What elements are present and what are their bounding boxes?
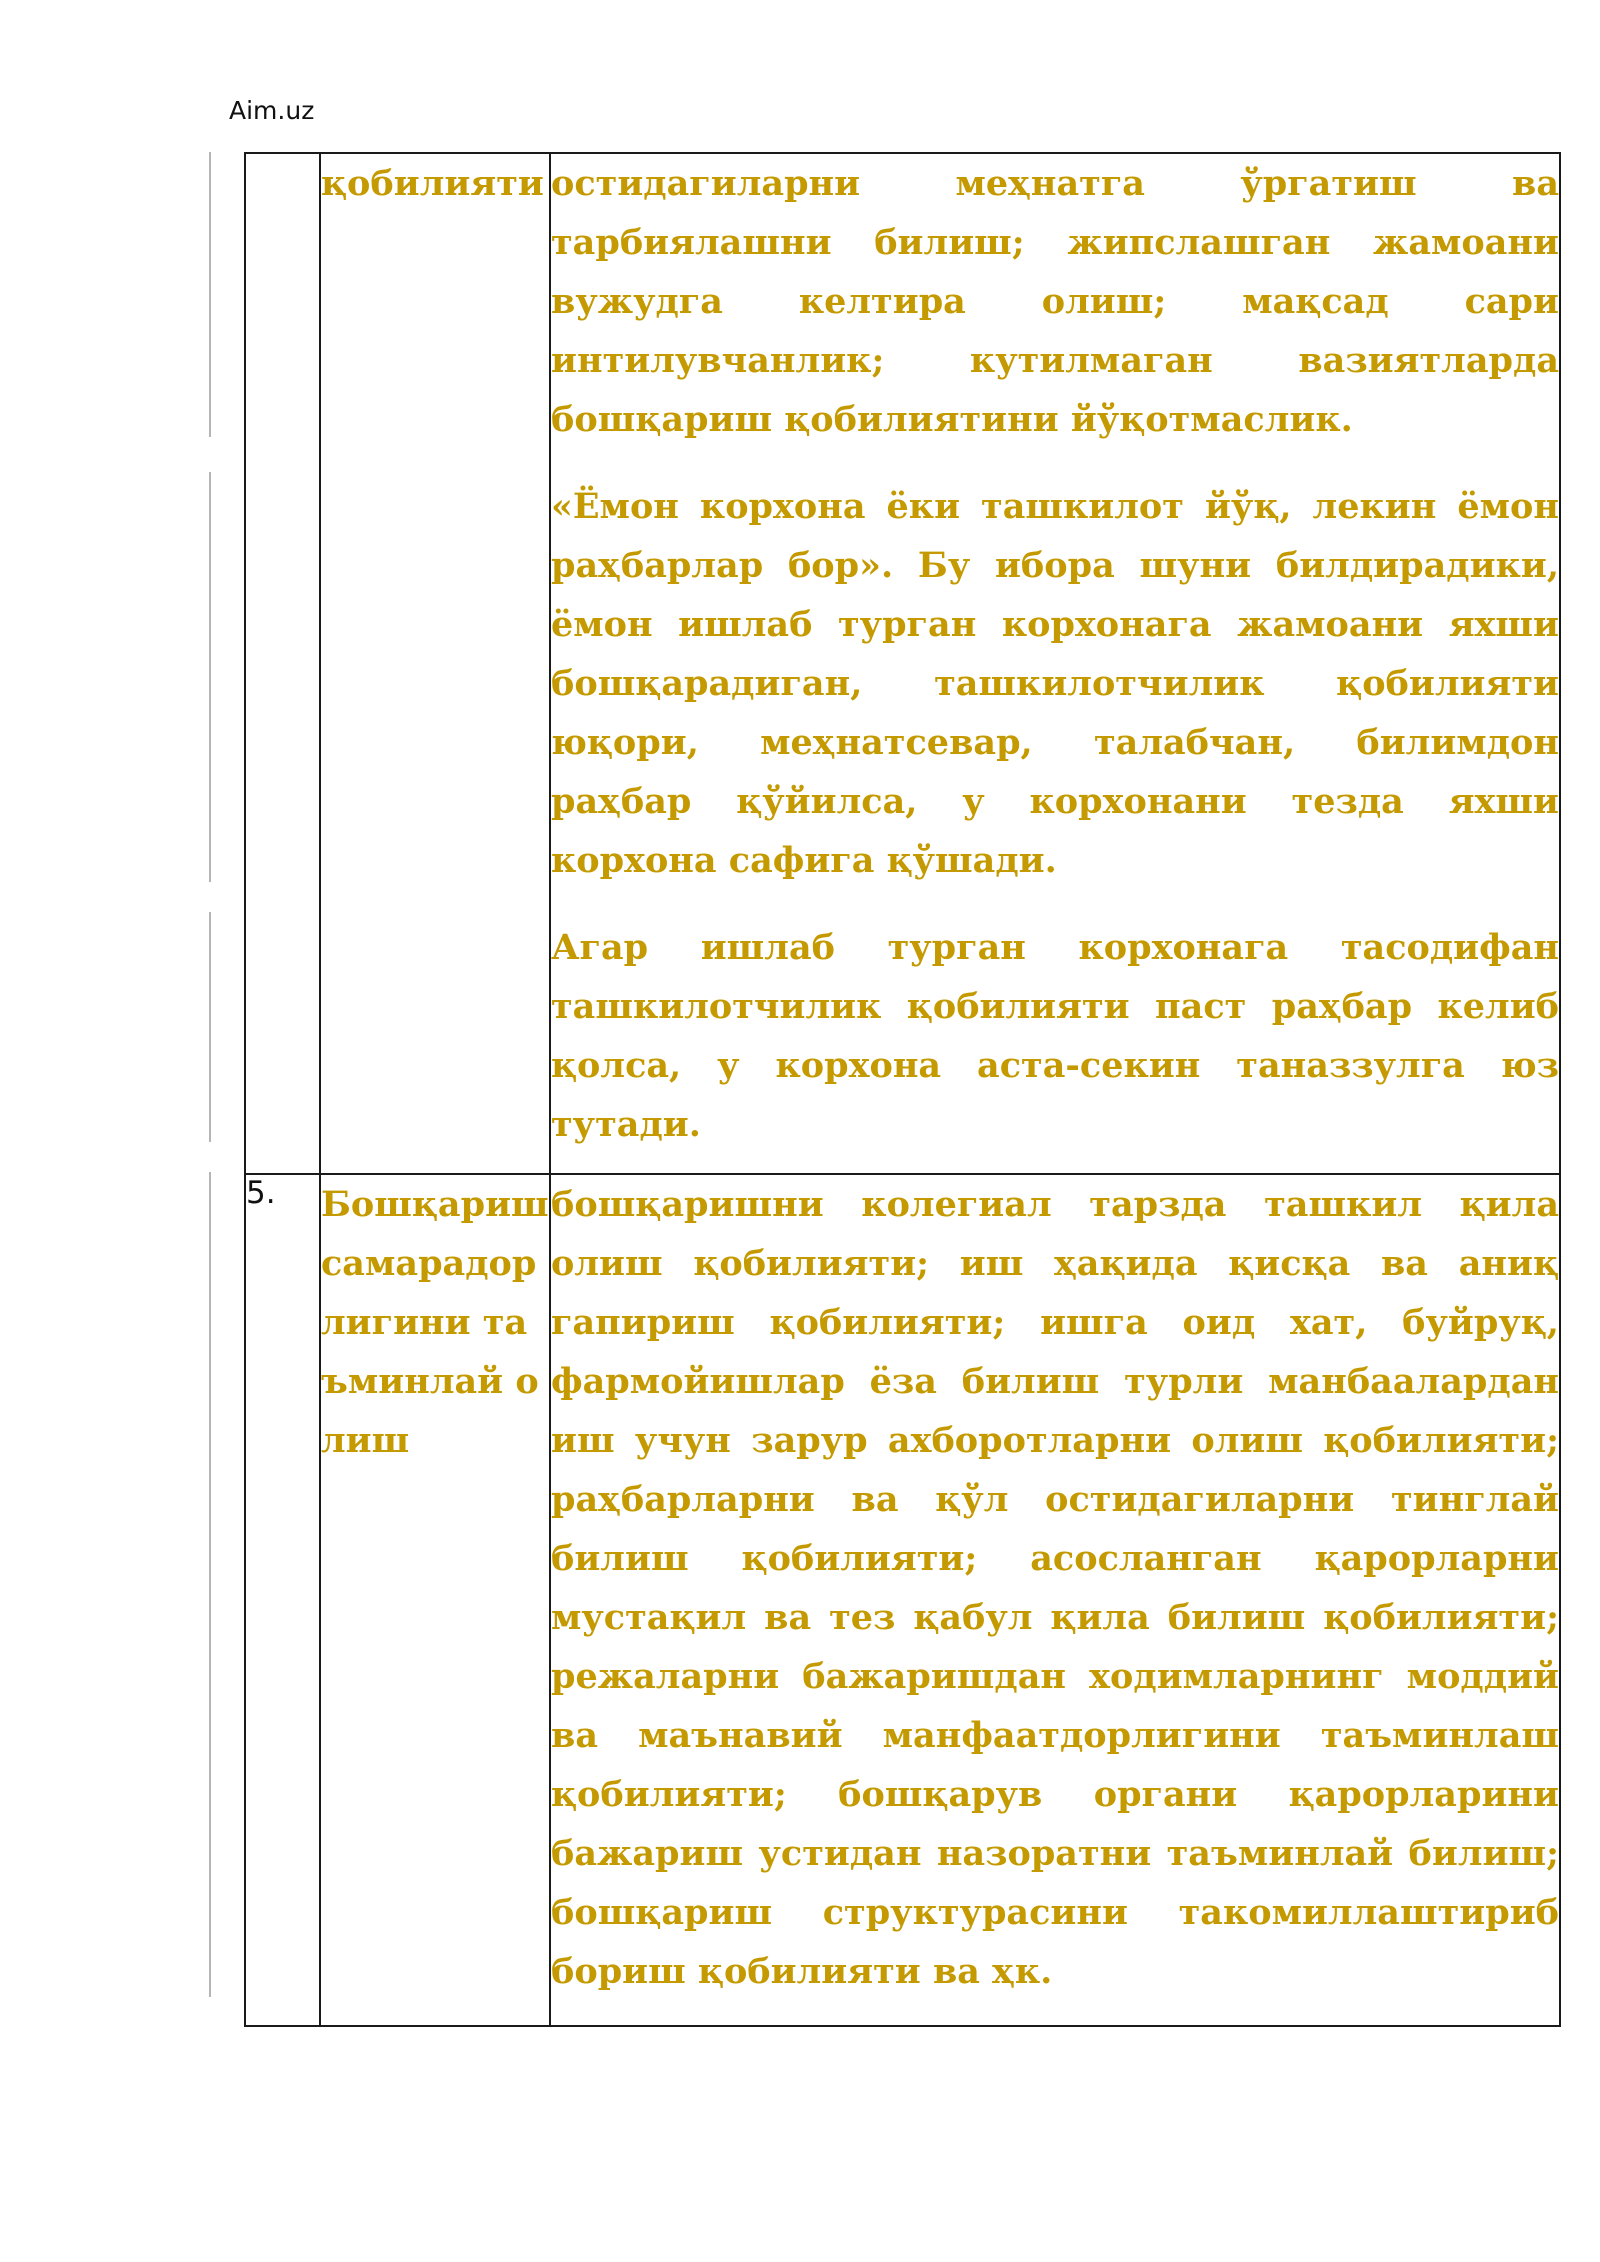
paragraph: бошқаришни колегиал тарзда ташкил қила олиш қобилияти; иш ҳақида қисқа ва аниқ гапириш қобилияти; ишга оид хат, буйруқ, фармойишлар ёза билиш турли манбаалардан иш учун зарур ахборотларни олиш қобилияти; раҳбарларни ва қўл остидагиларни тинглай билиш қобилияти; асосланган қарорларни мустақил ва тез қабул қила билиш қобилияти; режаларни бажаришдан ходимларнинг моддий ва маънавий манфаатдорлигини таъминлаш қобилияти; бошқарув органи қарорларини бажариш устидан назоратни таъминлай билиш; бошқариш структурасини такомиллаштириб бориш қобилияти ва ҳк. [551, 1184, 1559, 1992]
row-description [550, 1174, 1560, 2026]
paragraph: остидагиларни меҳнатга ўргатиш ва тарбиялашни билиш; жипслашган жамоани вужудга келтира олиш; мақсад сари интилувчанлик; кутилмаган вазиятларда бошқариш қобилиятини йўқотмаслик. [551, 163, 1559, 440]
table-row [245, 1174, 1560, 2026]
table-row [245, 153, 1560, 1174]
row-title: қобилияти [320, 153, 550, 1174]
content-table [244, 152, 1561, 2027]
paragraph: «Ёмон корхона ёки ташкилот йўқ, лекин ёмон раҳбарлар бор». Бу ибора шуни билдирадики, ёмон ишлаб турган корхонага жамоани яхши бошқарадиган, ташкилотчилик қобилияти юқори, меҳнатсевар, талабчан, билимдон раҳбар қўйилса, у корхонани тезда яхши корхона сафига қўшади. [551, 486, 1559, 881]
margin-line [209, 152, 211, 437]
margin-line [209, 1172, 211, 1997]
page-header-site: Aim.uz [229, 96, 315, 125]
paragraph: Агар ишлаб турган корхонага тасодифан ташкилотчилик қобилияти паст раҳбар келиб қолса, у корхона аста-секин таназзулга юз тутади. [551, 927, 1559, 1145]
margin-line [209, 472, 211, 882]
row-description [550, 153, 1560, 1174]
row-number: 5. [245, 1174, 320, 2026]
margin-line [209, 912, 211, 1142]
row-title: Бошқариш самарадорлигини таъминлай олиш [320, 1174, 550, 2026]
row-number [245, 153, 320, 1174]
